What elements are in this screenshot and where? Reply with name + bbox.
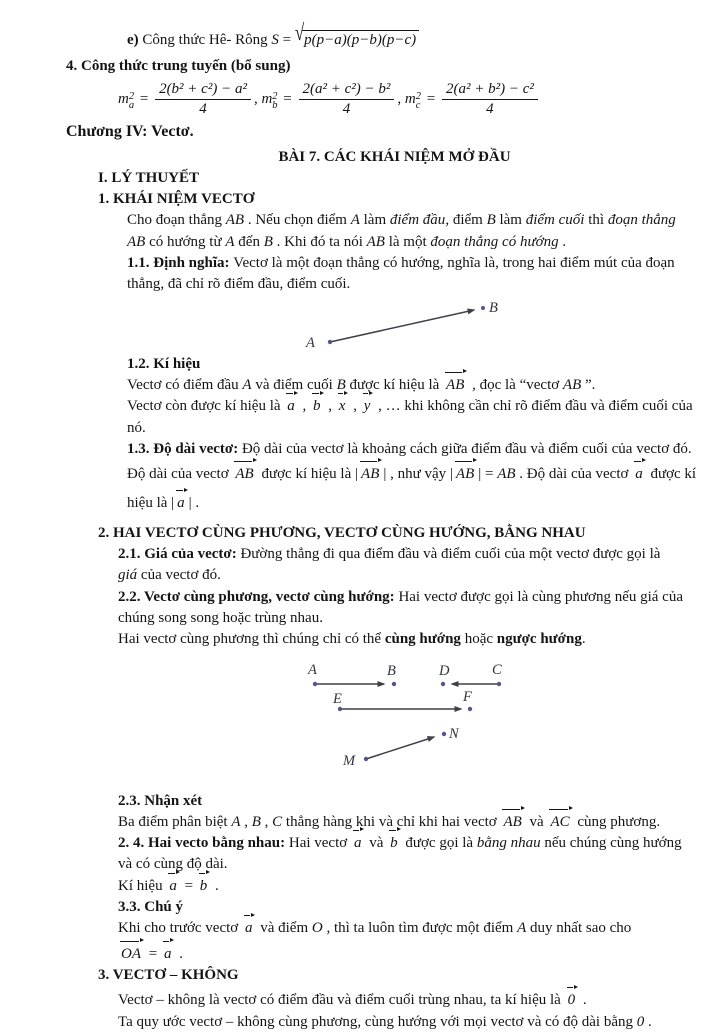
heron-formula-line xyxy=(0,19,725,56)
vector-notation: OA xyxy=(120,944,142,965)
text-segment: Công thức Hê- Rông xyxy=(142,32,272,48)
vector-notation: AB xyxy=(502,812,522,833)
text-segment: . xyxy=(579,992,587,1009)
length-text-line xyxy=(0,439,725,460)
note-text-line xyxy=(0,918,725,939)
text-segment: cùng phương. xyxy=(573,813,661,830)
text-segment: Độ dài của vectơ xyxy=(127,466,233,483)
text-segment: . Nếu chọn điểm xyxy=(244,212,351,229)
text-segment: 0 xyxy=(636,1013,645,1030)
text-segment: B xyxy=(336,376,346,393)
text-segment: AB xyxy=(497,466,516,483)
gia-text-line xyxy=(0,544,725,565)
text-segment: . xyxy=(558,233,567,250)
text-segment: làm xyxy=(495,212,526,229)
text-segment: . xyxy=(644,1013,652,1030)
vector-concept-text-line xyxy=(0,210,725,231)
text-segment: A xyxy=(231,813,241,830)
definition-text-line xyxy=(0,274,725,295)
text-segment: Đường thẳng đi qua điểm đầu và điểm cuối của một vectơ được gọi là xyxy=(240,546,661,563)
point-b-label: B xyxy=(387,662,396,679)
text-segment: S xyxy=(271,32,279,48)
text-segment: đoạn thẳng có hướng xyxy=(430,233,559,250)
text-segment: , đọc là “vectơ xyxy=(468,376,563,393)
text-segment: , … khi không cần chỉ rõ điểm đầu và điểm cuối của xyxy=(374,398,693,415)
vector-notation: b xyxy=(199,876,209,897)
text-segment: Hai vectơ xyxy=(288,835,351,852)
vector-notation: AC xyxy=(549,812,570,833)
vector-ab-figure xyxy=(296,298,725,354)
vector-notation: AB xyxy=(455,464,475,485)
direction-note-line xyxy=(0,629,725,650)
text-segment: cùng hướng xyxy=(384,631,461,648)
text-segment: làm xyxy=(359,212,390,229)
text-segment: 3. VECTƠ – KHÔNG xyxy=(98,966,239,983)
point-a-label: A xyxy=(306,334,315,351)
remark-heading xyxy=(0,791,725,812)
text-segment: và có cùng độ dài. xyxy=(118,856,228,873)
text-segment: | . xyxy=(188,495,200,512)
text-segment: nếu chúng cùng hướng xyxy=(540,835,682,852)
square-root: √p(p−a)(p−b)(p−c) xyxy=(295,32,419,48)
median-formulas xyxy=(0,77,725,121)
fraction: $\frac{\text{2(b² + c²) − a²}}{4}$ xyxy=(155,81,251,118)
text-segment: bằng nhau xyxy=(476,835,541,852)
text-segment: AB xyxy=(562,376,582,393)
text-segment: Ba điểm phân biệt xyxy=(118,813,232,830)
text-segment: ngược hướng xyxy=(496,631,582,648)
vector-notation: AB xyxy=(234,464,254,485)
zero-vector-text-line xyxy=(0,1012,725,1033)
fraction: $\frac{\text{2(a² + b²) − c²}}{4}$ xyxy=(442,81,538,118)
vector-notation: 0 xyxy=(567,990,577,1011)
point-f-label: F xyxy=(463,688,472,705)
point-d-label: D xyxy=(439,662,450,679)
vector-concept-text-line xyxy=(0,232,725,253)
vector-notation: a xyxy=(244,918,254,939)
vector-ab-svg xyxy=(296,298,508,354)
text-segment: , điểm xyxy=(445,212,487,229)
section-1-heading xyxy=(0,189,725,210)
vector-notation: a xyxy=(176,493,186,514)
text-segment: 1.3. Độ dài vectơ: xyxy=(127,440,242,457)
point-e-label: E xyxy=(333,690,342,707)
text-segment: Vectơ có điểm đầu xyxy=(127,376,243,393)
text-segment: | = xyxy=(478,466,498,483)
vector-notation: AB xyxy=(360,464,380,485)
text-segment: AB xyxy=(366,233,385,250)
text-segment: Vectơ – không là vectơ có điểm đầu và điểm cuối trùng nhau, ta kí hiệu là xyxy=(118,992,565,1009)
text-segment: , xyxy=(298,398,311,415)
text-segment: Vectơ còn được kí hiệu là xyxy=(127,398,285,415)
vector-ab-arrow xyxy=(330,310,474,342)
cung-phuong-text-line xyxy=(0,608,725,629)
equal-vectors-text-line xyxy=(0,854,725,875)
vector-notation: a xyxy=(634,464,644,485)
point-f-dot xyxy=(468,706,472,710)
point-c-label: C xyxy=(492,661,502,678)
text-segment: , xyxy=(349,398,361,415)
text-segment: ”. xyxy=(581,376,596,393)
text-segment: BÀI 7. CÁC KHÁI NIỆM MỞ ĐẦU xyxy=(278,148,511,165)
text-segment: . xyxy=(211,877,219,894)
text-segment: có hướng từ xyxy=(145,233,226,250)
text-segment: = xyxy=(180,877,197,894)
vector-notation: AB xyxy=(445,375,465,396)
text-segment: giá xyxy=(118,567,138,584)
length-text-line xyxy=(0,493,725,514)
fraction: $\frac{\text{2(a² + c²) − b²}}{4}$ xyxy=(299,81,395,118)
text-segment: là một xyxy=(384,233,431,250)
point-a-label: A xyxy=(308,661,317,678)
text-segment: A xyxy=(350,212,360,229)
text-segment: thì xyxy=(584,212,608,229)
text-segment: Ta quy ước vectơ – không cùng phương, cùng hướng với mọi vectơ và có độ dài bằng xyxy=(118,1013,637,1030)
text-segment: , xyxy=(324,398,336,415)
text-segment: hoặc xyxy=(460,631,497,648)
text-segment: . Độ dài của vectơ xyxy=(515,466,633,483)
text-segment: B xyxy=(263,233,273,250)
text-segment: hiệu là xyxy=(127,495,172,512)
text-segment: được kí hiệu là xyxy=(345,376,444,393)
vector-notation: y xyxy=(363,396,372,417)
vectors-grid-figure xyxy=(283,657,523,785)
text-segment: | xyxy=(355,466,359,483)
theory-heading xyxy=(0,168,725,189)
text-segment: = xyxy=(278,32,295,48)
text-segment: và điểm cuối xyxy=(251,376,337,393)
vector-notation: x xyxy=(338,396,347,417)
text-segment: , xyxy=(260,813,273,830)
cung-phuong-text-line xyxy=(0,587,725,608)
text-segment: , thì ta luôn tìm được một điểm xyxy=(322,920,518,937)
text-segment: Kí hiệu xyxy=(118,877,167,894)
text-segment: m xyxy=(404,91,416,108)
vectors-grid-svg xyxy=(283,657,523,785)
text-segment: thẳng, đã chỉ rõ điểm đầu, điểm cuối. xyxy=(127,276,351,293)
text-segment: Chương IV: Vectơ. xyxy=(66,123,194,141)
note-heading xyxy=(0,897,725,918)
point-d-dot xyxy=(441,681,445,685)
text-segment: và điểm xyxy=(256,920,312,937)
text-segment: , xyxy=(240,813,252,830)
text-segment: AB xyxy=(127,233,146,250)
lesson-title xyxy=(0,147,725,168)
text-segment: thẳng hàng khi và chỉ khi hai vectơ xyxy=(282,813,501,830)
equal-notation-line xyxy=(0,876,725,897)
definition-text-line xyxy=(0,253,725,274)
text-segment: = xyxy=(423,91,439,108)
text-segment: O xyxy=(311,920,323,937)
vector-notation: a xyxy=(353,833,363,854)
text-segment: , xyxy=(397,91,405,108)
equal-vectors-text-line xyxy=(0,833,725,854)
text-segment: được kí hiệu là xyxy=(257,466,356,483)
text-segment: và xyxy=(365,835,388,852)
point-b-dot xyxy=(481,306,485,310)
text-segment: e) xyxy=(127,32,143,48)
text-segment: I. LÝ THUYẾT xyxy=(98,169,200,186)
text-segment: . Khi đó ta nói xyxy=(272,233,367,250)
text-segment: C xyxy=(272,813,283,830)
point-m-dot xyxy=(364,756,368,760)
text-segment: điểm đầu xyxy=(389,212,446,229)
text-segment: 1.2. Kí hiệu xyxy=(127,355,201,372)
text-segment: và xyxy=(525,813,548,830)
point-n-dot xyxy=(442,731,446,735)
point-b-dot xyxy=(392,681,396,685)
text-segment: | xyxy=(449,466,453,483)
text-segment: 2.1. Giá của vectơ: xyxy=(118,546,241,563)
length-text-line xyxy=(0,464,725,485)
text-segment: . xyxy=(581,631,586,648)
text-segment: A xyxy=(517,920,527,937)
section-2-heading xyxy=(0,523,725,544)
text-segment: của vectơ đó. xyxy=(137,567,221,584)
text-segment: Hai vectơ cùng phương thì chúng chỉ có thể xyxy=(118,631,385,648)
notation-heading xyxy=(0,354,725,375)
text-segment: = xyxy=(145,945,161,962)
point-a-dot xyxy=(328,339,332,343)
gia-text-line xyxy=(0,565,725,586)
text-segment: điểm cuối xyxy=(525,212,585,229)
text-segment: Hai vectơ được gọi là cùng phương nếu giá của xyxy=(398,588,683,605)
text-segment: Độ dài của vectơ là khoảng cách giữa điểm đầu và điểm cuối của vectơ đó. xyxy=(241,440,692,457)
text-segment: được gọi là xyxy=(401,835,477,852)
text-segment: Cho đoạn thẳng xyxy=(127,212,226,229)
text-segment: chúng song song hoặc trùng nhau. xyxy=(118,609,323,626)
vector-mn-arrow xyxy=(366,737,434,759)
chapter-heading xyxy=(0,121,725,142)
text-segment: nó. xyxy=(127,419,146,436)
text-segment: 2. HAI VECTƠ CÙNG PHƯƠNG, VECTƠ CÙNG HƯỚNG, BẰNG NHAU xyxy=(98,524,586,541)
sub-sup-stack: 2 c xyxy=(415,90,421,112)
text-segment: AB xyxy=(225,212,245,229)
point-c-dot xyxy=(497,681,501,685)
text-segment: 2.2. Vectơ cùng phương, vectơ cùng hướng: xyxy=(118,588,399,605)
text-segment: | , như vậy xyxy=(383,466,450,483)
text-segment: đoạn thẳng xyxy=(607,212,676,229)
text-segment: B xyxy=(486,212,496,229)
median-heading xyxy=(0,56,725,77)
notation-text-line xyxy=(0,396,725,417)
text-segment: duy nhất sao cho xyxy=(526,920,632,937)
text-segment: Vectơ là một đoạn thẳng có hướng, nghĩa là, trong hai điểm mút của đoạn xyxy=(233,255,675,272)
text-segment: B xyxy=(251,813,261,830)
notation-text-line xyxy=(0,418,725,439)
text-segment: = xyxy=(136,91,153,108)
text-segment: = xyxy=(279,91,296,108)
sub-sup-stack: 2 b xyxy=(272,90,278,112)
text-segment: 1. KHÁI NIỆM VECTƠ xyxy=(98,191,255,208)
note-text-line xyxy=(0,944,725,965)
text-segment: m xyxy=(118,91,129,108)
vector-notation: a xyxy=(286,396,296,417)
vector-notation: a xyxy=(163,944,173,965)
point-b-label: B xyxy=(489,299,498,316)
text-segment: 2.3. Nhận xét xyxy=(118,792,203,809)
vector-notation: a xyxy=(168,876,178,897)
text-segment: 3.3. Chú ý xyxy=(118,899,184,916)
vector-notation: b xyxy=(389,833,399,854)
vector-notation: b xyxy=(312,396,322,417)
text-segment: m xyxy=(261,91,273,108)
text-segment: được kí xyxy=(646,466,697,483)
point-e-dot xyxy=(338,706,342,710)
point-m-label: M xyxy=(343,752,356,769)
text-segment: đến xyxy=(234,233,264,250)
text-segment: 1.1. Định nghĩa: xyxy=(127,255,234,272)
text-segment: A xyxy=(225,233,235,250)
sub-sup-stack: 2 a xyxy=(128,90,135,112)
text-segment: | xyxy=(171,495,175,512)
text-segment: , xyxy=(253,91,262,108)
text-segment: . xyxy=(175,945,183,962)
section-3-heading xyxy=(0,965,725,986)
text-segment: A xyxy=(242,376,252,393)
point-n-label: N xyxy=(449,725,459,742)
text-segment: Khi cho trước vectơ xyxy=(118,920,242,937)
point-a-dot xyxy=(313,681,317,685)
text-segment: 2. 4. Hai vecto bằng nhau: xyxy=(118,835,289,852)
text-segment: 4. Công thức trung tuyến (bổ sung) xyxy=(66,58,291,74)
zero-vector-text-line xyxy=(0,990,725,1011)
